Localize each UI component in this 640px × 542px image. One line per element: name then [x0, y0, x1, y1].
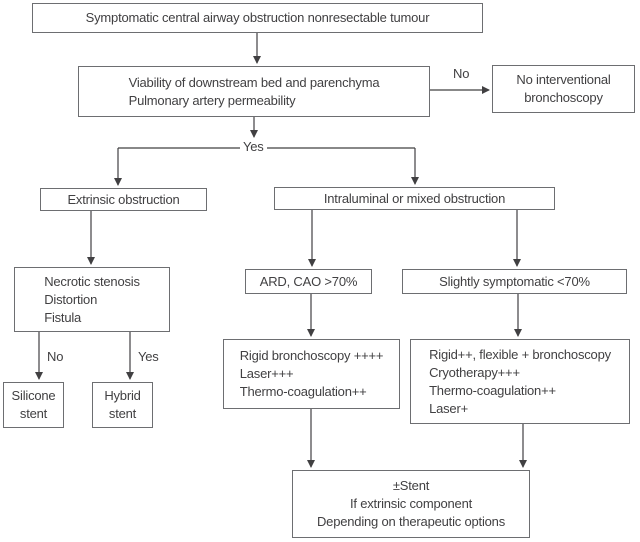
node-root-text: Symptomatic central airway obstruction nonresectable tumour	[85, 10, 430, 25]
node-necrotic	[14, 267, 170, 332]
node-ard	[245, 269, 372, 294]
node-rigid-line1: Rigid bronchoscopy ++++	[239, 348, 384, 363]
node-intraluminal-text: Intraluminal or mixed obstruction	[323, 190, 506, 206]
node-stent-line3: Depending on therapeutic options	[316, 514, 506, 529]
edge-label-necrotic-yes: Yes	[135, 349, 162, 364]
node-necrotic-line2: Distortion	[44, 291, 98, 307]
node-viability-line1: Viability of downstream bed and parenchyma	[128, 74, 380, 90]
node-flexible-line2: Cryotherapy+++	[429, 364, 520, 380]
node-hybrid-stent	[92, 382, 153, 428]
node-stent-line1: ±Stent	[392, 478, 430, 493]
node-flexible-bronchoscopy	[410, 339, 630, 424]
node-viability	[78, 66, 430, 117]
node-flexible-line1: Rigid++, flexible + bronchoscopy	[429, 346, 611, 362]
node-stent-line2: If extrinsic component	[349, 496, 473, 511]
node-rigid-line2: Laser+++	[239, 366, 294, 381]
edge-label-viability-yes: Yes	[240, 139, 267, 154]
node-rigid-bronchoscopy	[223, 339, 400, 409]
node-extrinsic-text: Extrinsic obstruction	[67, 191, 180, 207]
node-no-interventional-line2: bronchoscopy	[524, 90, 603, 105]
node-ard-text: ARD, CAO >70%	[259, 273, 358, 289]
node-silicone-line1: Silicone	[11, 388, 56, 403]
node-necrotic-line1: Necrotic stenosis	[44, 273, 140, 289]
node-flexible-line4: Laser+	[429, 400, 468, 416]
node-no-interventional-line1: No interventional	[516, 72, 611, 87]
node-slightly-symptomatic-text: Slightly symptomatic <70%	[439, 273, 590, 289]
node-viability-line2: Pulmonary artery permeability	[128, 92, 296, 108]
node-extrinsic	[40, 188, 207, 211]
node-silicone-line2: stent	[19, 406, 48, 421]
node-hybrid-line1: Hybrid	[104, 388, 141, 403]
node-intraluminal	[274, 187, 555, 210]
node-root	[32, 3, 483, 33]
edge-label-viability-no: No	[450, 66, 472, 81]
node-flexible-line3: Thermo-coagulation++	[429, 382, 556, 398]
node-hybrid-line2: stent	[108, 406, 137, 421]
edge-label-necrotic-no: No	[44, 349, 66, 364]
node-no-interventional	[492, 65, 635, 113]
node-necrotic-line3: Fistula	[44, 309, 82, 325]
node-stent-options	[292, 470, 530, 538]
node-slightly-symptomatic	[402, 269, 627, 294]
node-silicone-stent	[3, 382, 64, 428]
node-rigid-line3: Thermo-coagulation++	[239, 384, 367, 399]
